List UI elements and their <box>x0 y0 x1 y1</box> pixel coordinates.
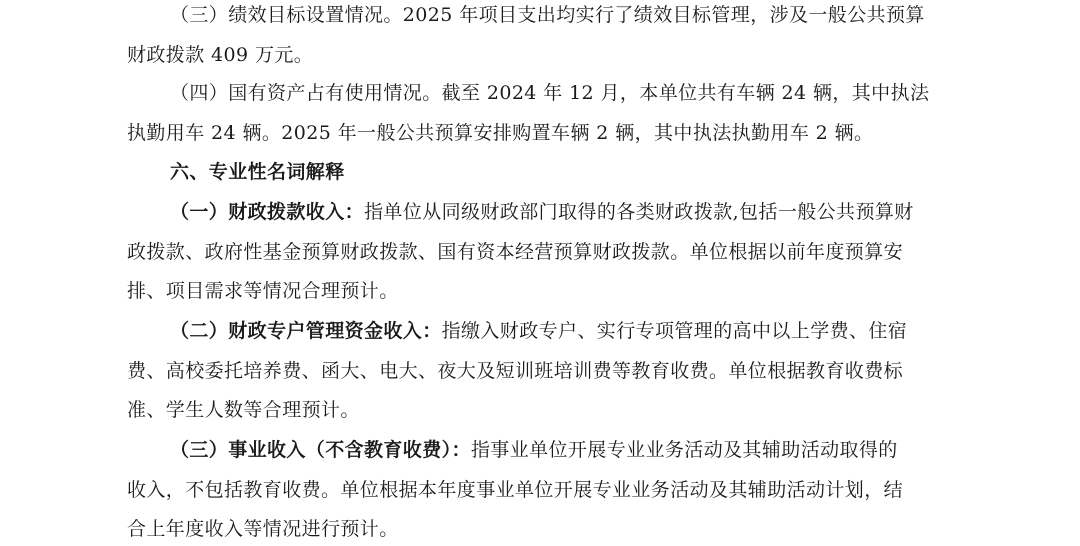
paragraph-line: 排、项目需求等情况合理预计。 <box>127 280 399 302</box>
paragraph-line: （三）绩效目标设置情况。2025 年项目支出均实行了绩效目标管理，涉及一般公共预算 <box>170 4 925 26</box>
paragraph-line: 收入，不包括教育收费。单位根据本年度事业单位开展专业业务活动及其辅助活动计划，结 <box>127 479 904 501</box>
term-definition: 指缴入财政专户、实行专项管理的高中以上学费、住宿 <box>441 320 908 342</box>
paragraph-line: 准、学生人数等合理预计。 <box>127 399 360 421</box>
paragraph-line: 政拨款、政府性基金预算财政拨款、国有资本经营预算财政拨款。单位根据以前年度预算安 <box>127 241 904 263</box>
paragraph-line: 执勤用车 24 辆。2025 年一般公共预算安排购置车辆 2 辆，其中执法执勤用车 2 辆。 <box>127 122 874 144</box>
paragraph-line: （四）国有资产占有使用情况。截至 2024 年 12 月，本单位共有车辆 24 辆，其中执法 <box>170 82 930 104</box>
term-lead: （三）事业收入（不含教育收费）： <box>170 439 471 461</box>
paragraph-line: 合上年度收入等情况进行预计。 <box>127 518 399 540</box>
term-lead: （二）财政专户管理资金收入： <box>170 320 442 342</box>
term-lead: （一）财政拨款收入： <box>170 201 365 223</box>
paragraph-line <box>170 438 898 462</box>
term-definition: 指事业单位开展专业业务活动及其辅助活动取得的 <box>470 439 898 461</box>
paragraph-line: 财政拨款 409 万元。 <box>127 44 314 66</box>
paragraph-line: 费、高校委托培养费、函大、电大、夜大及短训班培训费等教育收费。单位根据教育收费标 <box>127 360 904 382</box>
term-definition: 指单位从同级财政部门取得的各类财政拨款,包括一般公共预算财 <box>364 201 914 223</box>
section-heading: 六、专业性名词解释 <box>170 161 345 183</box>
paragraph-line <box>170 319 907 343</box>
paragraph-line <box>170 200 914 224</box>
